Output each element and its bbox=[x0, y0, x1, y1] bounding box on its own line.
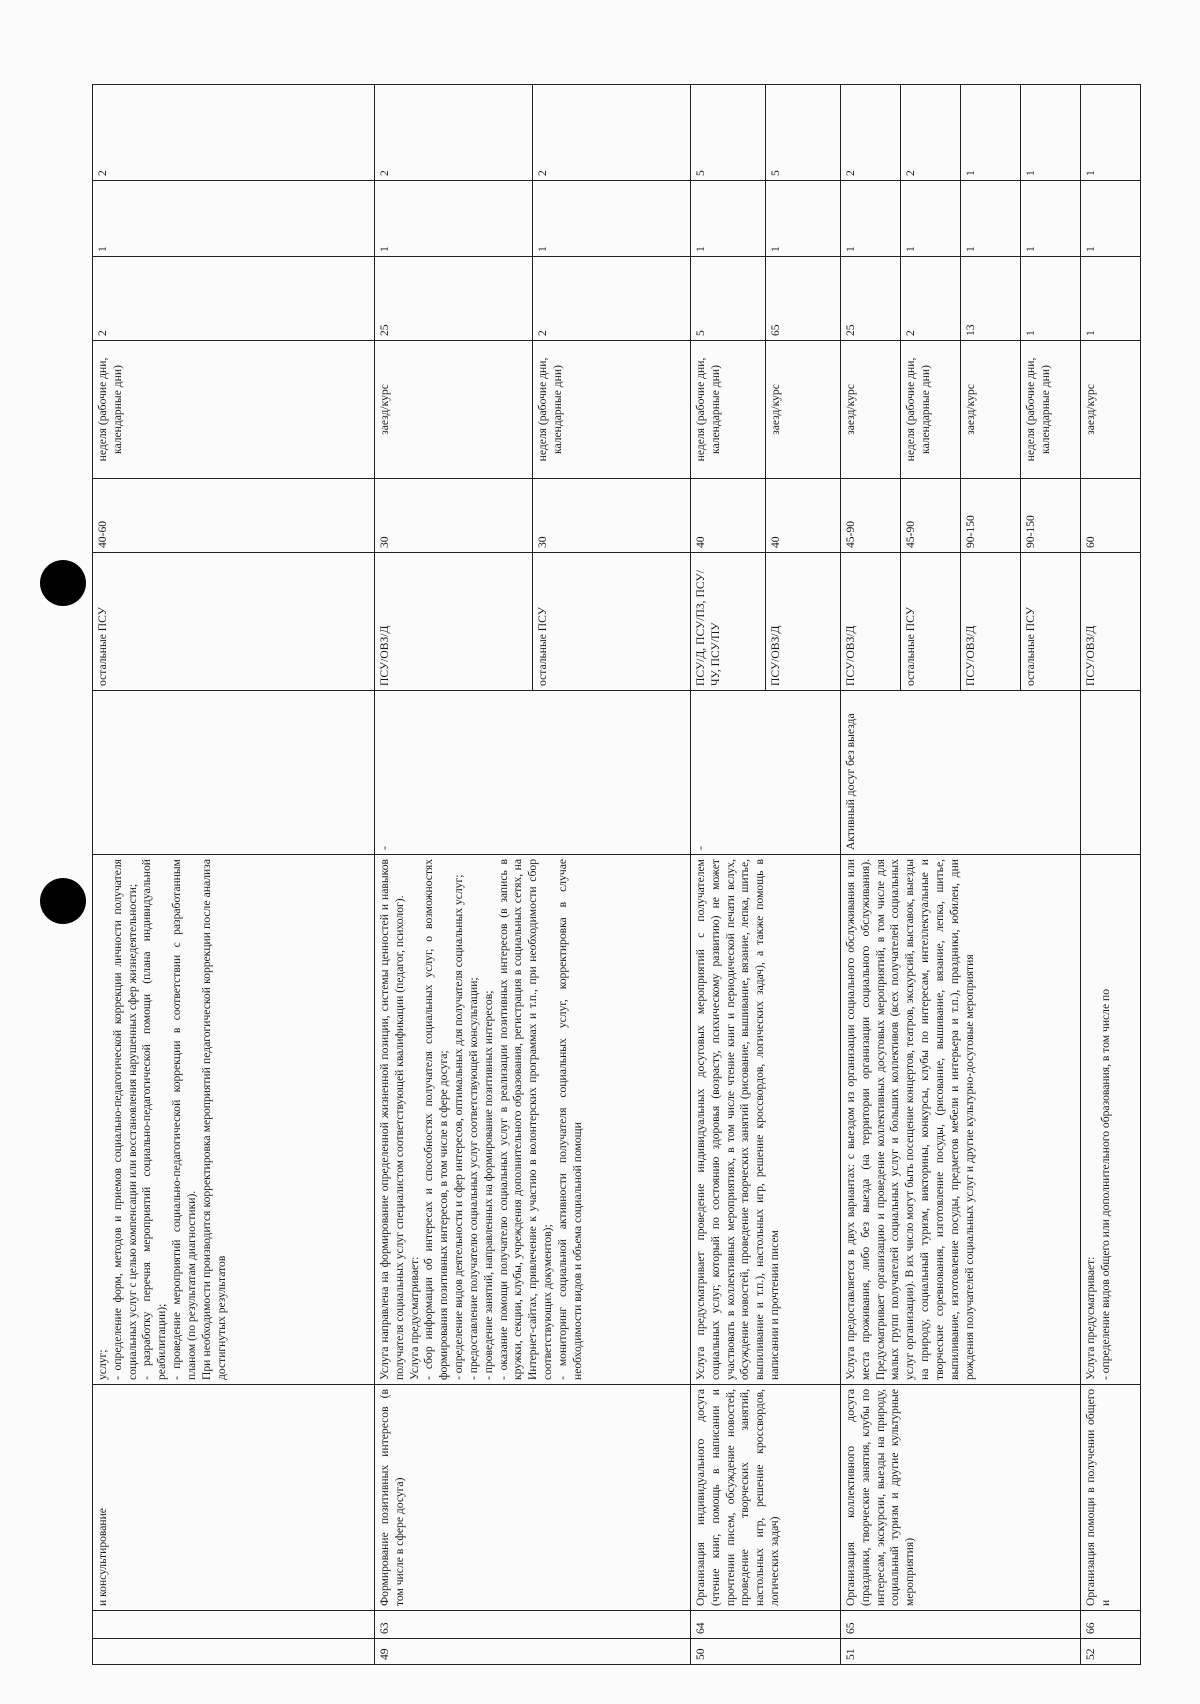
recipient-category: ПСУ/ОВЗ/Д bbox=[841, 553, 901, 691]
table-row bbox=[691, 85, 766, 1665]
service-code: 66 bbox=[1081, 1611, 1141, 1639]
row-number: 51 bbox=[841, 1639, 1081, 1665]
count-per-period: 13 bbox=[961, 257, 1021, 341]
service-description bbox=[1081, 855, 1141, 1385]
description-line: - проведение занятий, направленных на формирование позитивных интересов; bbox=[481, 990, 495, 1380]
punch-hole-bottom bbox=[40, 878, 86, 924]
duration-minutes: 40 bbox=[691, 479, 766, 553]
count-per-period: 2 bbox=[533, 257, 691, 341]
description-line: - мониторинг социальной активности получателя социальных услуг, корректировка в случае необходимости видов и объема социальной помощи bbox=[555, 859, 584, 1380]
recipient-category: ПСУ/Д, ПСУ/ПЗ, ПСУ/ЧУ, ПСУ/ПУ bbox=[691, 553, 766, 691]
count-per-period: 2 bbox=[93, 257, 375, 341]
recipient-category: ПСУ/ОВЗ/Д bbox=[375, 553, 533, 691]
description-line: Услуга предусматривает проведение индивидуальных досуговых мероприятий с получателем социальных услуг, который по состоянию здоровья (возрасту, психическому развитию) не может участвовать в коллективных мероприятиях, в том числе чтение книг и периодической печати вслух, обсуждение новостей, проведение творческих занятий (рисование, вышивание, вязание, лепка, шитье, выпиливание и т.п.), настольных игр, решение кроссвордов, логических задач), а также помощь в написании и прочтении писем bbox=[694, 859, 782, 1380]
row-number: 49 bbox=[375, 1639, 691, 1665]
description-line: Услуга предусматривает: bbox=[1084, 1256, 1097, 1380]
period-unit: заезд/курс bbox=[375, 341, 533, 479]
duration-minutes: 45-90 bbox=[901, 479, 961, 553]
rotated-document-page bbox=[92, 85, 1200, 1665]
duration-minutes: 90-150 bbox=[961, 479, 1021, 553]
period-unit: заезд/курс bbox=[1081, 341, 1141, 479]
service-variant: - bbox=[375, 691, 691, 855]
duration-minutes: 30 bbox=[375, 479, 533, 553]
count-per-period: 2 bbox=[901, 257, 961, 341]
count-per-period: 65 bbox=[766, 257, 841, 341]
service-code bbox=[93, 1611, 375, 1639]
count-per-day: 1 bbox=[961, 181, 1021, 257]
service-variant: - bbox=[691, 691, 841, 855]
description-line: Услуга направлена на формирование определенной жизненной позиции, системы ценностей и навыков получателя социальных услуг специалистом соответствующей квалификации (педагог, психолог). bbox=[378, 859, 406, 1380]
duration-minutes: 40 bbox=[766, 479, 841, 553]
table-row bbox=[841, 85, 901, 1665]
count-per-day: 1 bbox=[1081, 181, 1141, 257]
count-total: 5 bbox=[766, 85, 841, 181]
service-name: Организация помощи в получении общего и bbox=[1081, 1385, 1141, 1611]
description-line: Услуга предусматривает: bbox=[407, 1256, 421, 1380]
description-line: услуг; bbox=[96, 1349, 109, 1380]
description-line: - разработку перечня мероприятий социально-педагогической помощи (плана индивидуальной реабилитации); bbox=[140, 859, 169, 1380]
service-description bbox=[93, 855, 375, 1385]
count-total: 2 bbox=[841, 85, 901, 181]
description-line: - определение форм, методов и приемов социально-педагогической коррекции личности получателя социальных услуг с целью компенсации или восстановления нарушенных сфер жизнедеятельности; bbox=[110, 859, 139, 1380]
count-total: 2 bbox=[93, 85, 375, 181]
recipient-category: остальные ПСУ bbox=[93, 553, 375, 691]
row-number: 52 bbox=[1081, 1639, 1141, 1665]
count-total: 2 bbox=[901, 85, 961, 181]
description-line: - предоставление получателю социальных услуг соответствующей консультации; bbox=[466, 977, 480, 1380]
duration-minutes: 40-60 bbox=[93, 479, 375, 553]
period-unit: заезд/курс bbox=[766, 341, 841, 479]
service-code: 63 bbox=[375, 1611, 691, 1639]
row-number: 50 bbox=[691, 1639, 841, 1665]
description-line: - проведение мероприятий социально-педагогической коррекции в соответствии с разработанным планом (по результатам диагностики). bbox=[170, 859, 198, 1380]
count-per-period: 5 bbox=[691, 257, 766, 341]
description-line: - определение видов деятельности и сфер интересов, оптимальных для получателя социальных услуг; bbox=[452, 874, 466, 1380]
count-per-day: 1 bbox=[93, 181, 375, 257]
description-line: Услуга предоставляется в двух вариантах: с выездом из организации социального обслуживания или места проживания, либо без выезда (на территории организации социального обслуживания). Предусматривает организацию и проведение коллективных досуговых мероприятий, в том числе для малых групп получателей социальных услуг и больших коллективов (всех получателей социальных услуг организации). В их число могут быть посещение концертов, театров, экскурсий, выставок, выезды на природу, социальный туризм, викторины, конкурсы, клубы по интересам, интеллектуальные и творческие соревнования, изготовление посуды, (рисование, вышивание, вязание, лепка, шитье, выпиливание, изготовление посуды, предметов мебели и интерьера и т.п.), праздники, юбилеи, дни рождения получателей социальных услуг и другие культурно-досуговые мероприятия bbox=[844, 859, 976, 1380]
service-variant bbox=[93, 691, 375, 855]
table-row bbox=[1081, 85, 1141, 1665]
service-variant bbox=[1081, 691, 1141, 855]
period-unit: неделя (рабочие дни, календарные дни) bbox=[691, 341, 766, 479]
period-unit: заезд/курс bbox=[961, 341, 1021, 479]
service-description bbox=[691, 855, 841, 1385]
count-total: 5 bbox=[691, 85, 766, 181]
duration-minutes: 60 bbox=[1081, 479, 1141, 553]
count-per-day: 1 bbox=[841, 181, 901, 257]
duration-minutes: 90-150 bbox=[1021, 479, 1081, 553]
service-code: 64 bbox=[691, 1611, 841, 1639]
service-description bbox=[841, 855, 1081, 1385]
description-line: При необходимости производится корректировка мероприятий педагогической коррекции после анализа достигнутых результатов bbox=[199, 859, 228, 1380]
service-description bbox=[375, 855, 691, 1385]
count-per-day: 1 bbox=[1021, 181, 1081, 257]
punch-hole-top bbox=[40, 560, 86, 606]
recipient-category: остальные ПСУ bbox=[1021, 553, 1081, 691]
count-total: 1 bbox=[1081, 85, 1141, 181]
service-name: Формирование позитивных интересов (в том числе в сфере досуга) bbox=[375, 1385, 691, 1611]
count-per-day: 1 bbox=[375, 181, 533, 257]
recipient-category: остальные ПСУ bbox=[901, 553, 961, 691]
row-number bbox=[93, 1639, 375, 1665]
table-row bbox=[93, 85, 375, 1665]
count-per-period: 1 bbox=[1081, 257, 1141, 341]
count-per-day: 1 bbox=[691, 181, 766, 257]
service-name: Организация коллективного досуга (праздники, творческие занятия, клубы по интересам, экскурсии, выезды на природу, социальный туризм и другие культурные мероприятия) bbox=[841, 1385, 1081, 1611]
period-unit: неделя (рабочие дни, календарные дни) bbox=[533, 341, 691, 479]
services-table bbox=[92, 84, 1141, 1665]
description-line: - сбор информации об интересах и способностях получателя социальных услуг, о возможностях формирования позитивных интересов, в том числе в сфере досуга; bbox=[422, 859, 451, 1380]
period-unit: неделя (рабочие дни, календарные дни) bbox=[1021, 341, 1081, 479]
description-line: - оказание помощи получателю социальных услуг в реализации позитивных интересов (в запись в кружки, секции, клубы, учреждения дополнительного образования, регистрация в социальных сетях, на Интернет-сайтах, привлечение к участию в волонтерских программах и т.п., при необходимости сбор соответствующих документов); bbox=[496, 859, 555, 1380]
count-per-period: 1 bbox=[1021, 257, 1081, 341]
count-total: 1 bbox=[1021, 85, 1081, 181]
description-line: - определение видов общего или дополнительного образования, в том числе по bbox=[1098, 989, 1112, 1380]
duration-minutes: 30 bbox=[533, 479, 691, 553]
count-per-period: 25 bbox=[841, 257, 901, 341]
period-unit: неделя (рабочие дни, календарные дни) bbox=[93, 341, 375, 479]
count-per-period: 25 bbox=[375, 257, 533, 341]
service-variant: Активный досуг без выезда bbox=[841, 691, 1081, 855]
service-name: и консультирование bbox=[93, 1385, 375, 1611]
count-per-day: 1 bbox=[533, 181, 691, 257]
count-total: 1 bbox=[961, 85, 1021, 181]
count-per-day: 1 bbox=[766, 181, 841, 257]
recipient-category: остальные ПСУ bbox=[533, 553, 691, 691]
recipient-category: ПСУ/ОВЗ/Д bbox=[961, 553, 1021, 691]
recipient-category: ПСУ/ОВЗ/Д bbox=[766, 553, 841, 691]
table-row bbox=[375, 85, 533, 1665]
count-per-day: 1 bbox=[901, 181, 961, 257]
period-unit: неделя (рабочие дни, календарные дни) bbox=[901, 341, 961, 479]
count-total: 2 bbox=[375, 85, 533, 181]
period-unit: заезд/курс bbox=[841, 341, 901, 479]
recipient-category: ПСУ/ОВЗ/Д bbox=[1081, 553, 1141, 691]
service-name: Организация индивидуального досуга (чтение книг, помощь в написании и прочтении писем, обсуждение новостей, проведение творческих занятий, настольных игр, решение кроссвордов, логических задач) bbox=[691, 1385, 841, 1611]
count-total: 2 bbox=[533, 85, 691, 181]
duration-minutes: 45-90 bbox=[841, 479, 901, 553]
service-code: 65 bbox=[841, 1611, 1081, 1639]
